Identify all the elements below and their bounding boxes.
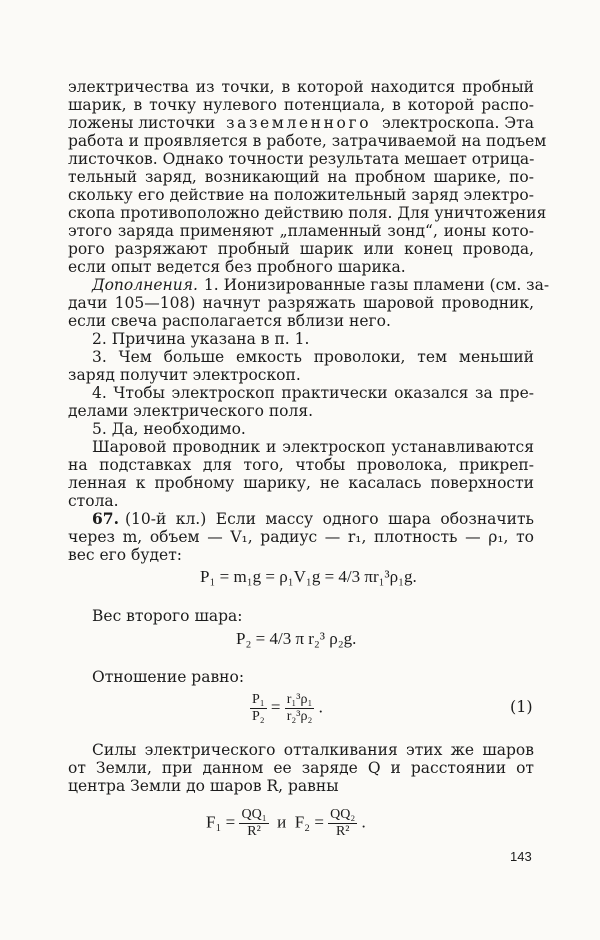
numerator: QQ₁ <box>241 807 267 822</box>
text-line: 4. Чтобы электроскоп практически оказался за пре- <box>92 384 534 402</box>
text-fragment: (10-й кл.) Если массу одного шара обозначить <box>124 510 534 528</box>
equals-sign: = <box>270 697 281 717</box>
fraction <box>250 692 267 725</box>
fraction <box>285 692 315 725</box>
text-line: скопа противоположно действию поля. Для уничтожения <box>68 204 547 222</box>
text-line: шарик, в точку нулевого потенциала, в которой распо- <box>68 96 534 114</box>
fraction <box>328 807 357 840</box>
equation-number: (1) <box>510 697 533 716</box>
text-line: Отношение равно: <box>92 668 245 686</box>
text-line: 2. Причина указана в п. 1. <box>92 330 310 348</box>
text-line: если опыт ведется без пробного шарика. <box>68 258 406 276</box>
text-line: работа и проявляется в работе, затрачиваемой на подъем <box>68 132 547 150</box>
numerator: QQ₂ <box>330 807 356 822</box>
numerator: r₁³ρ₁ <box>286 692 313 707</box>
supplements-heading: Дополнения. <box>92 276 198 294</box>
text-line: ленная к пробному шарику, не касалась поверхности <box>68 474 534 492</box>
text-line: 3. Чем больше емкость проволоки, тем меньший <box>92 348 534 366</box>
formula-ratio <box>250 692 323 725</box>
text-fragment: 1. Ионизированные газы пламени (см. за- <box>203 276 550 294</box>
supplements-line <box>92 276 550 294</box>
text-line: рого разряжают пробный шарик или конец провода, <box>68 240 534 258</box>
page-number: 143 <box>510 849 532 864</box>
text-line: Силы электрического отталкивания этих же шаров <box>92 741 534 759</box>
text-line: заряд получит электроскоп. <box>68 366 301 384</box>
text-line: через m, объем — V₁, радиус — r₁, плотность — ρ₁, то <box>68 528 534 546</box>
denominator: R² <box>239 823 268 840</box>
text-line: делами электрического поля. <box>68 402 314 420</box>
text-line: тельный заряд, возникающий на пробном шарике, по- <box>68 168 534 186</box>
text-line <box>68 114 534 132</box>
problem-67-line <box>92 510 534 528</box>
text-line: этого заряда применяют „пламенный зонд“, ионы кото- <box>68 222 534 240</box>
text-line: скольку его действие на положительный заряд электро- <box>68 186 534 204</box>
numerator: P₁ <box>252 692 265 707</box>
text-line: на подставках для того, чтобы проволока, прикреп- <box>68 456 534 474</box>
text-line: листочков. Однако точности результата мешает отрица- <box>68 150 535 168</box>
conjunction: и <box>277 812 287 832</box>
text-line: от Земли, при данном ее заряде Q и расстоянии от <box>68 759 534 777</box>
denominator: P₂ <box>252 709 265 724</box>
text-line: электричества из точки, в которой находится пробный <box>68 78 534 96</box>
text-line: центра Земли до шаров R, равны <box>68 777 339 795</box>
spaced-emphasis: заземленного <box>226 114 372 132</box>
text-fragment: ложены листочки <box>68 114 216 132</box>
denominator: r₂³ρ₂ <box>286 709 313 724</box>
period: . <box>361 812 366 832</box>
text-line: если свеча располагается вблизи него. <box>68 312 391 330</box>
text-fragment: электроскопа. Эта <box>381 114 534 132</box>
denominator: R² <box>328 823 357 840</box>
text-line: Вес второго шара: <box>92 607 243 625</box>
text-line: стола. <box>68 492 119 510</box>
text-line: дачи 105—108) начнут разряжать шаровой проводник, <box>68 294 534 312</box>
formula-forces <box>206 807 366 840</box>
period: . <box>318 697 323 717</box>
problem-number: 67. <box>92 509 119 528</box>
text-line: вес его будет: <box>68 546 183 564</box>
formula-part: F₁ = <box>206 812 236 832</box>
formula-weight-second: P₂ = 4/3 π r₂³ ρ₂g. <box>236 629 357 648</box>
text-line: Шаровой проводник и электроскоп устанавливаются <box>92 438 534 456</box>
formula-part: F₂ = <box>294 812 324 832</box>
text-line: 5. Да, необходимо. <box>92 420 246 438</box>
formula-weight-first: P₁ = m₁g = ρ₁V₁g = 4/3 πr₁³ρ₁g. <box>200 567 417 586</box>
fraction <box>239 807 268 840</box>
